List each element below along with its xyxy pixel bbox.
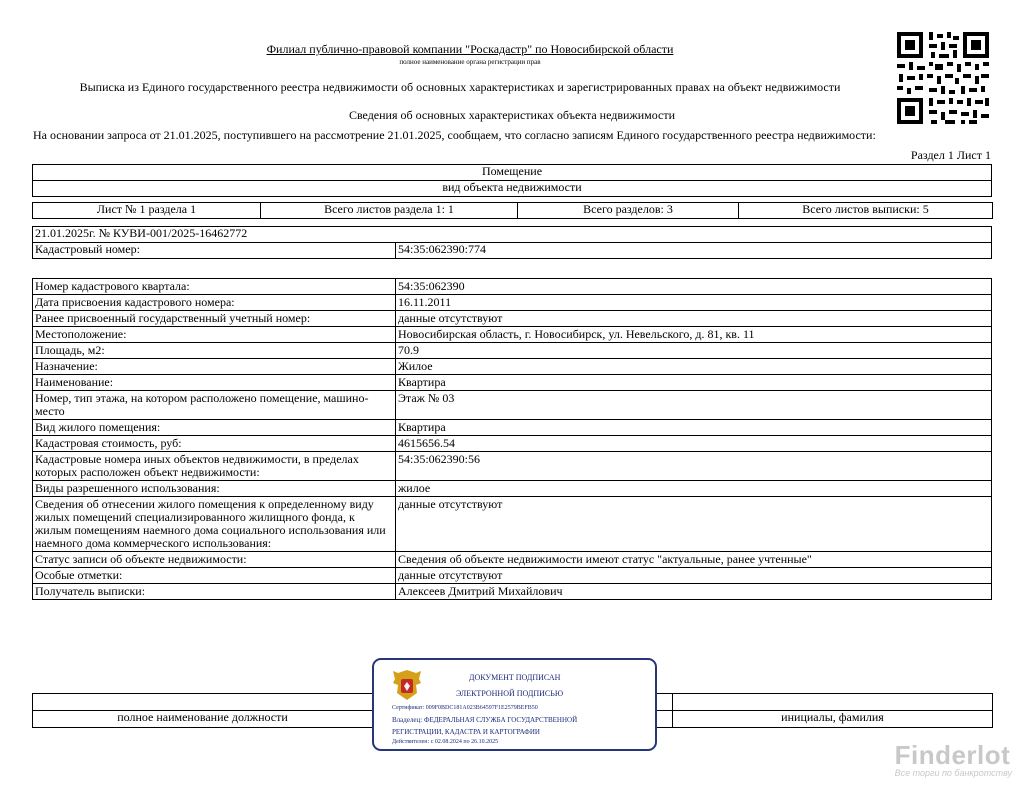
record-date-number: 21.01.2025г. № КУВИ-001/2025-16462772 xyxy=(33,227,992,243)
table-row xyxy=(33,279,992,295)
row-label: Номер, тип этажа, на котором расположено помещение, машино-место xyxy=(33,391,396,420)
table-row xyxy=(33,436,992,452)
row-label: Назначение: xyxy=(33,359,396,375)
cadastral-number-label: Кадастровый номер: xyxy=(33,243,396,259)
electronic-signature-stamp xyxy=(372,658,657,751)
name-field xyxy=(673,694,993,711)
object-type-table xyxy=(32,164,992,197)
row-value: 4615656.54 xyxy=(396,436,992,452)
sheet-number: Лист № 1 раздела 1 xyxy=(33,203,261,219)
row-value: жилое xyxy=(396,481,992,497)
table-row xyxy=(33,343,992,359)
row-label: Номер кадастрового квартала: xyxy=(33,279,396,295)
table-row xyxy=(33,420,992,436)
row-label: Площадь, м2: xyxy=(33,343,396,359)
stamp-line-2: ЭЛЕКТРОННОЙ ПОДПИСЬЮ xyxy=(456,689,564,698)
row-value: Сведения об объекте недвижимости имеют статус "актуальные, ранее учтенные" xyxy=(396,552,992,568)
watermark-logo: Finderlot xyxy=(894,740,1011,770)
sheet-info-table xyxy=(32,202,993,219)
object-type-caption: вид объекта недвижимости xyxy=(33,181,992,197)
row-value: 16.11.2011 xyxy=(396,295,992,311)
position-field xyxy=(33,694,373,711)
stamp-owner: Владелец: ФЕДЕРАЛЬНАЯ СЛУЖБА ГОСУДАРСТВЕННОЙ xyxy=(392,716,578,724)
row-label: Кадастровые номера иных объектов недвижимости, в пределах которых расположен объект недвижимости: xyxy=(33,452,396,481)
org-name: Филиал публично-правовой компании "Роскадастр" по Новосибирской области xyxy=(266,42,674,56)
document-title: Выписка из Единого государственного реестра недвижимости об основных характеристиках и зарегистрированных правах на объект недвижимости xyxy=(79,80,841,94)
org-caption: полное наименование органа регистрации прав xyxy=(399,58,541,66)
row-label: Виды разрешенного использования: xyxy=(33,481,396,497)
row-value: данные отсутствуют xyxy=(396,497,992,552)
stamp-line-1: ДОКУМЕНТ ПОДПИСАН xyxy=(469,673,561,682)
row-label: Статус записи об объекте недвижимости: xyxy=(33,552,396,568)
watermark-tagline: Все торги по банкротству xyxy=(894,768,1012,778)
row-label: Особые отметки: xyxy=(33,568,396,584)
position-caption: полное наименование должности xyxy=(33,711,373,728)
row-label: Наименование: xyxy=(33,375,396,391)
name-caption: инициалы, фамилия xyxy=(673,711,993,728)
row-value: Этаж № 03 xyxy=(396,391,992,420)
basis-statement: На основании запроса от 21.01.2025, поступившего на рассмотрение 21.01.2025, сообщаем, что согласно записям Единого государственного реестра недвижимости: xyxy=(33,128,876,142)
record-number-table xyxy=(32,226,992,259)
table-row xyxy=(33,327,992,343)
row-label: Сведения об отнесении жилого помещения к определенному виду жилых помещений специализированного жилищного фонда, к жилым помещениям наемного дома социального использования или наемного дома коммерческого использования: xyxy=(33,497,396,552)
table-row xyxy=(33,552,992,568)
table-row xyxy=(33,375,992,391)
table-row xyxy=(33,452,992,481)
row-label: Ранее присвоенный государственный учетный номер: xyxy=(33,311,396,327)
stamp-validity: Действителен: с 02.08.2024 по 26.10.2025 xyxy=(392,739,499,745)
row-value: Новосибирская область, г. Новосибирск, ул. Невельского, д. 81, кв. 11 xyxy=(396,327,992,343)
row-label: Вид жилого помещения: xyxy=(33,420,396,436)
table-row xyxy=(33,391,992,420)
watermark xyxy=(895,740,1012,778)
row-value: Алексеев Дмитрий Михайлович xyxy=(396,584,992,600)
row-value: 54:35:062390:56 xyxy=(396,452,992,481)
row-value: Жилое xyxy=(396,359,992,375)
table-row xyxy=(33,359,992,375)
row-value: 54:35:062390 xyxy=(396,279,992,295)
table-row xyxy=(33,497,992,552)
coat-of-arms-icon xyxy=(390,667,424,703)
qr-code-icon xyxy=(895,30,991,126)
section-sheet-count: Всего листов раздела 1: 1 xyxy=(261,203,518,219)
row-value: Квартира xyxy=(396,375,992,391)
row-label: Местоположение: xyxy=(33,327,396,343)
characteristics-table xyxy=(32,278,992,600)
row-value: данные отсутствуют xyxy=(396,568,992,584)
table-row xyxy=(33,584,992,600)
table-row xyxy=(33,295,992,311)
row-value: 70.9 xyxy=(396,343,992,359)
cadastral-number-value: 54:35:062390:774 xyxy=(396,243,992,259)
table-row xyxy=(33,481,992,497)
table-row xyxy=(33,311,992,327)
row-label: Кадастровая стоимость, руб: xyxy=(33,436,396,452)
stamp-certificate: Сертификат: 009F0BDC181A023B64597F1E2579BEFB50 xyxy=(392,705,538,711)
row-value: Квартира xyxy=(396,420,992,436)
object-type: Помещение xyxy=(33,165,992,181)
section-title: Сведения об основных характеристиках объекта недвижимости xyxy=(348,108,676,122)
row-label: Получатель выписки: xyxy=(33,584,396,600)
total-sheet-count: Всего листов выписки: 5 xyxy=(739,203,993,219)
section-count: Всего разделов: 3 xyxy=(518,203,739,219)
sheet-reference: Раздел 1 Лист 1 xyxy=(910,148,991,162)
stamp-owner-cont: РЕГИСТРАЦИИ, КАДАСТРА И КАРТОГРАФИИ xyxy=(392,728,540,736)
row-value: данные отсутствуют xyxy=(396,311,992,327)
table-row xyxy=(33,568,992,584)
row-label: Дата присвоения кадастрового номера: xyxy=(33,295,396,311)
